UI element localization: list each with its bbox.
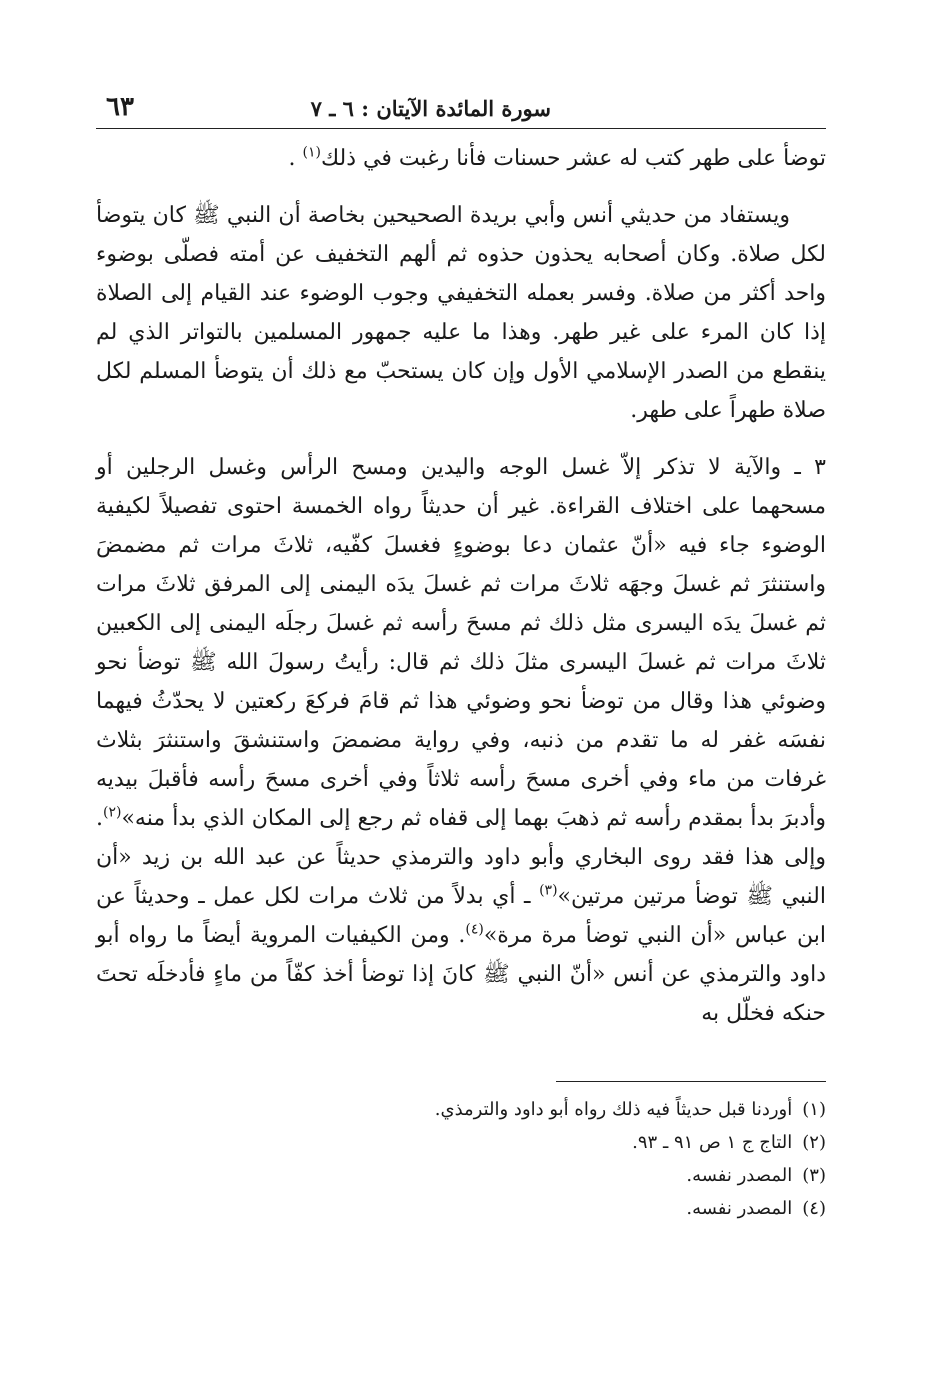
footnote-ref: (٢) xyxy=(103,804,122,821)
paragraph-text: ـ أي بدلاً من ثلاث مرات لكل عمل ـ وحديثاً عن ابن عباس «أن النبي توضأ مرة مرة» xyxy=(96,884,826,948)
footnote xyxy=(96,1126,826,1159)
footnote-ref: (٤) xyxy=(465,921,484,938)
page-header xyxy=(96,88,826,129)
body-text xyxy=(96,139,826,1033)
paragraph-text: توضأ على طهر كتب له عشر حسنات فأنا رغبت في ذلك xyxy=(320,146,826,171)
paragraph-numbered xyxy=(96,448,826,1033)
footnote xyxy=(96,1159,826,1192)
footnote-ref: (٣) xyxy=(539,882,558,899)
footnote-text: المصدر نفسه. xyxy=(686,1198,793,1219)
footnote-text: التاج ج ١ ص ٩١ ـ ٩٣. xyxy=(632,1132,793,1153)
footnote xyxy=(96,1093,826,1126)
paragraph-text: . ومن الكيفيات المروية أيضاً ما رواه أبو داود والترمذي عن أنس «أنّ النبي ﷺ كانَ إذا توضأ أخذ كفّاً من ماءٍ فأدخلَه تحتَ حنكه فخلّل به xyxy=(96,923,826,1026)
page-number: ٦٣ xyxy=(106,92,134,122)
footnote-mark: (١) xyxy=(802,1099,826,1120)
book-page xyxy=(96,88,826,1288)
footnote-text: المصدر نفسه. xyxy=(686,1165,793,1186)
paragraph-text: . وإلى هذا فقد روى البخاري وأبو داود والترمذي حديثاً عن عبد الله بن زيد «أن النبي ﷺ توضأ مرتين مرتين» xyxy=(96,806,827,909)
paragraph: ويستفاد من حديثي أنس وأبي بريدة الصحيحين بخاصة أن النبي ﷺ كان يتوضأ لكل صلاة. وكان أصحابه يحذون حذوه ثم ألهم التخفيف عن أمته فصلّى بوضوء واحد أكثر من صلاة. وفسر بعمله التخفيفي وجوب الوضوء عند القيام إلى الصلاة إذا كان المرء على غير طهر. وهذا ما عليه جمهور المسلمين بالتواتر الذي لم ينقطع من الصدر الإسلامي الأول وإن كان يستحبّ مع ذلك أن يتوضأ المسلم لكل صلاة طهراً على طهر. xyxy=(96,203,826,423)
paragraph-continuation xyxy=(96,139,826,178)
footnote-ref: (١) xyxy=(302,144,321,161)
footnote-mark: (٣) xyxy=(802,1165,826,1186)
footnote xyxy=(96,1192,826,1225)
footnote-mark: (٢) xyxy=(802,1132,826,1153)
footnotes xyxy=(96,1093,826,1225)
footnote-text: أوردنا قبل حديثاً فيه ذلك رواه أبو داود والترمذي. xyxy=(434,1099,793,1120)
footnote-mark: (٤) xyxy=(802,1198,826,1219)
paragraph-text: ٣ ـ والآية لا تذكر إلاّ غسل الوجه واليدين ومسح الرأس وغسل الرجلين أو مسحهما على اختلاف القراءة. غير أن حديثاً رواه الخمسة احتوى تفصيلاً لكيفية الوضوء جاء فيه «أنّ عثمان دعا بوضوءٍ فغسلَ كفّيه، ثلاثَ مرات ثم مضمضَ واستنثرَ ثم غسلَ وجهَه ثلاثَ مرات ثم غسلَ يدَه اليمنى إلى المرفق ثلاثَ مرات ثم غسلَ يدَه اليسرى مثل ذلك ثم مسحَ رأسه ثم غسلَ رجلَه اليمنى إلى الكعبين ثلاثَ مرات ثم غسلَ اليسرى مثلَ ذلك ثم قال: رأيتُ رسولَ الله ﷺ توضأ نحو وضوئي هذا وقال من توضأ نحو وضوئي هذا ثم قامَ فركعَ ركعتين لا يحدّثُ فيهما نفسَه غفر له ما تقدم من ذنبه، وفي رواية مضمضَ واستنشقَ واستنثرَ بثلاث غرفات من ماء وفي أخرى مسحَ رأسه ثلاثاً وفي أخرى مسحَ رأسه فأقبلَ بيديه وأدبرَ بدأ بمقدم رأسه ثم ذهبَ بهما إلى قفاه ثم رجع إلى المكان الذي بدأ منه» xyxy=(96,455,826,831)
footnote-divider xyxy=(556,1081,826,1082)
running-title: سورة المائدة الآيتان : ٦ ـ ٧ xyxy=(310,96,551,121)
paragraph-tail: . xyxy=(288,146,303,171)
